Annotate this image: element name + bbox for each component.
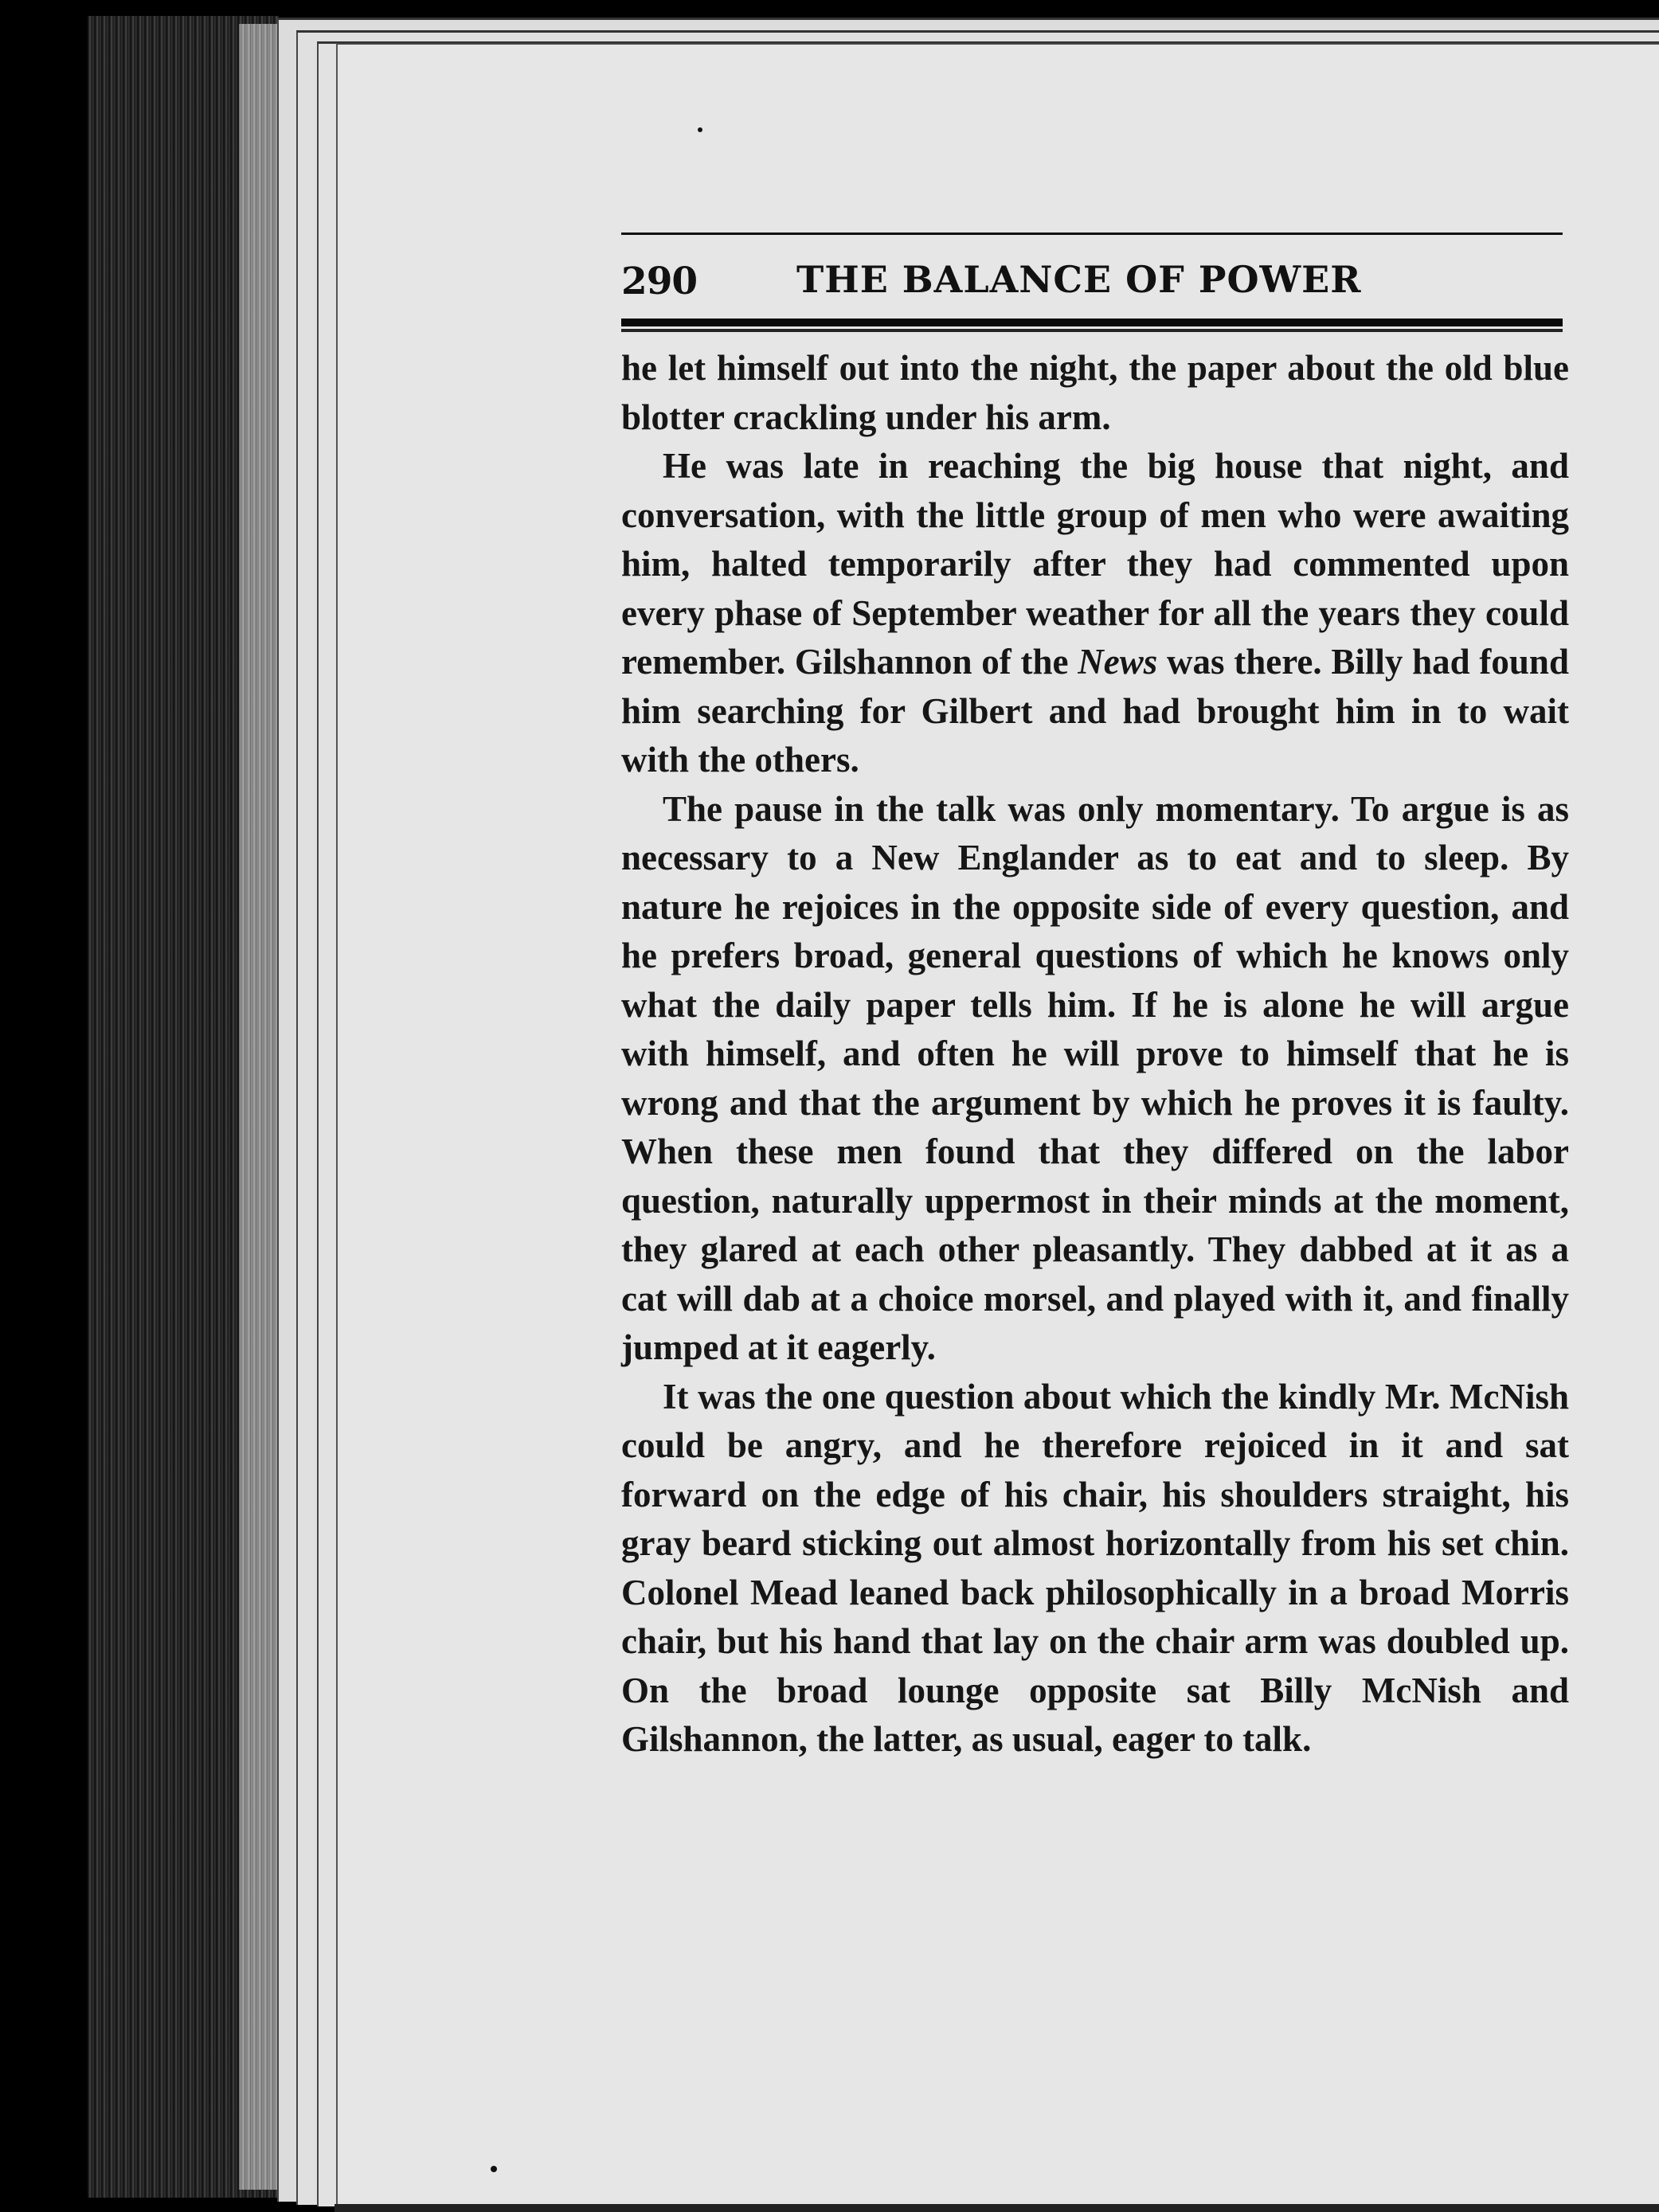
paragraph: he let himself out into the night, the paper about the old blue blotter crackling under his arm. xyxy=(621,348,1569,437)
book-title: THE BALANCE OF POWER xyxy=(796,258,1362,301)
dust-speck xyxy=(698,127,702,132)
newspaper-title: News xyxy=(1078,642,1158,682)
paragraph-text: He was late in reaching the big house that night, and conversation, with the little group of men who were awaiting him, halted temporarily after they had commented upon every phase of September weather for all the years they could remember. Gilshannon of the xyxy=(621,446,1569,682)
body-text xyxy=(621,344,1569,1765)
header-rule-bottom xyxy=(621,319,1563,326)
header-rule-bottom-thin xyxy=(621,329,1563,332)
paragraph xyxy=(621,442,1569,785)
paragraph: The pause in the talk was only momentary. To argue is as necessary to a New Englander as to eat and to sleep. By nature he rejoices in the opposite side of every question, and he prefers broad, general questions of which he knows only what the daily paper tells him. If he is alone he will argue with himself, and often he will prove to himself that he is wrong and that the argument by which he proves it is faulty. When these men found that they differed on the labor question, naturally uppermost in their minds at the moment, they glared at each other pleasantly. They dabbed at it as a cat will dab at a choice morsel, and played with it, and finally jumped at it eagerly. xyxy=(621,788,1569,1367)
dust-speck xyxy=(491,2166,497,2172)
paragraph-text: was there. Billy had found him searching for Gilbert and had brought him in to wait with the others. xyxy=(621,642,1569,780)
paragraph: It was the one question about which the kindly Mr. McNish could be angry, and he therefore rejoiced in it and sat forward on the edge of his chair, his shoulders straight, his gray beard sticking out almost horizontally from his set chin. Colonel Mead leaned back philosophically in a broad Morris chair, but his hand that lay on the chair arm was doubled up. On the broad lounge opposite sat Billy McNish and Gilshannon, the latter, as usual, eager to talk. xyxy=(621,1376,1569,1759)
header-rule-top xyxy=(621,233,1563,235)
page-number: 290 xyxy=(621,260,698,303)
page-bottom-edge xyxy=(335,2204,1659,2212)
running-head xyxy=(621,255,1563,311)
